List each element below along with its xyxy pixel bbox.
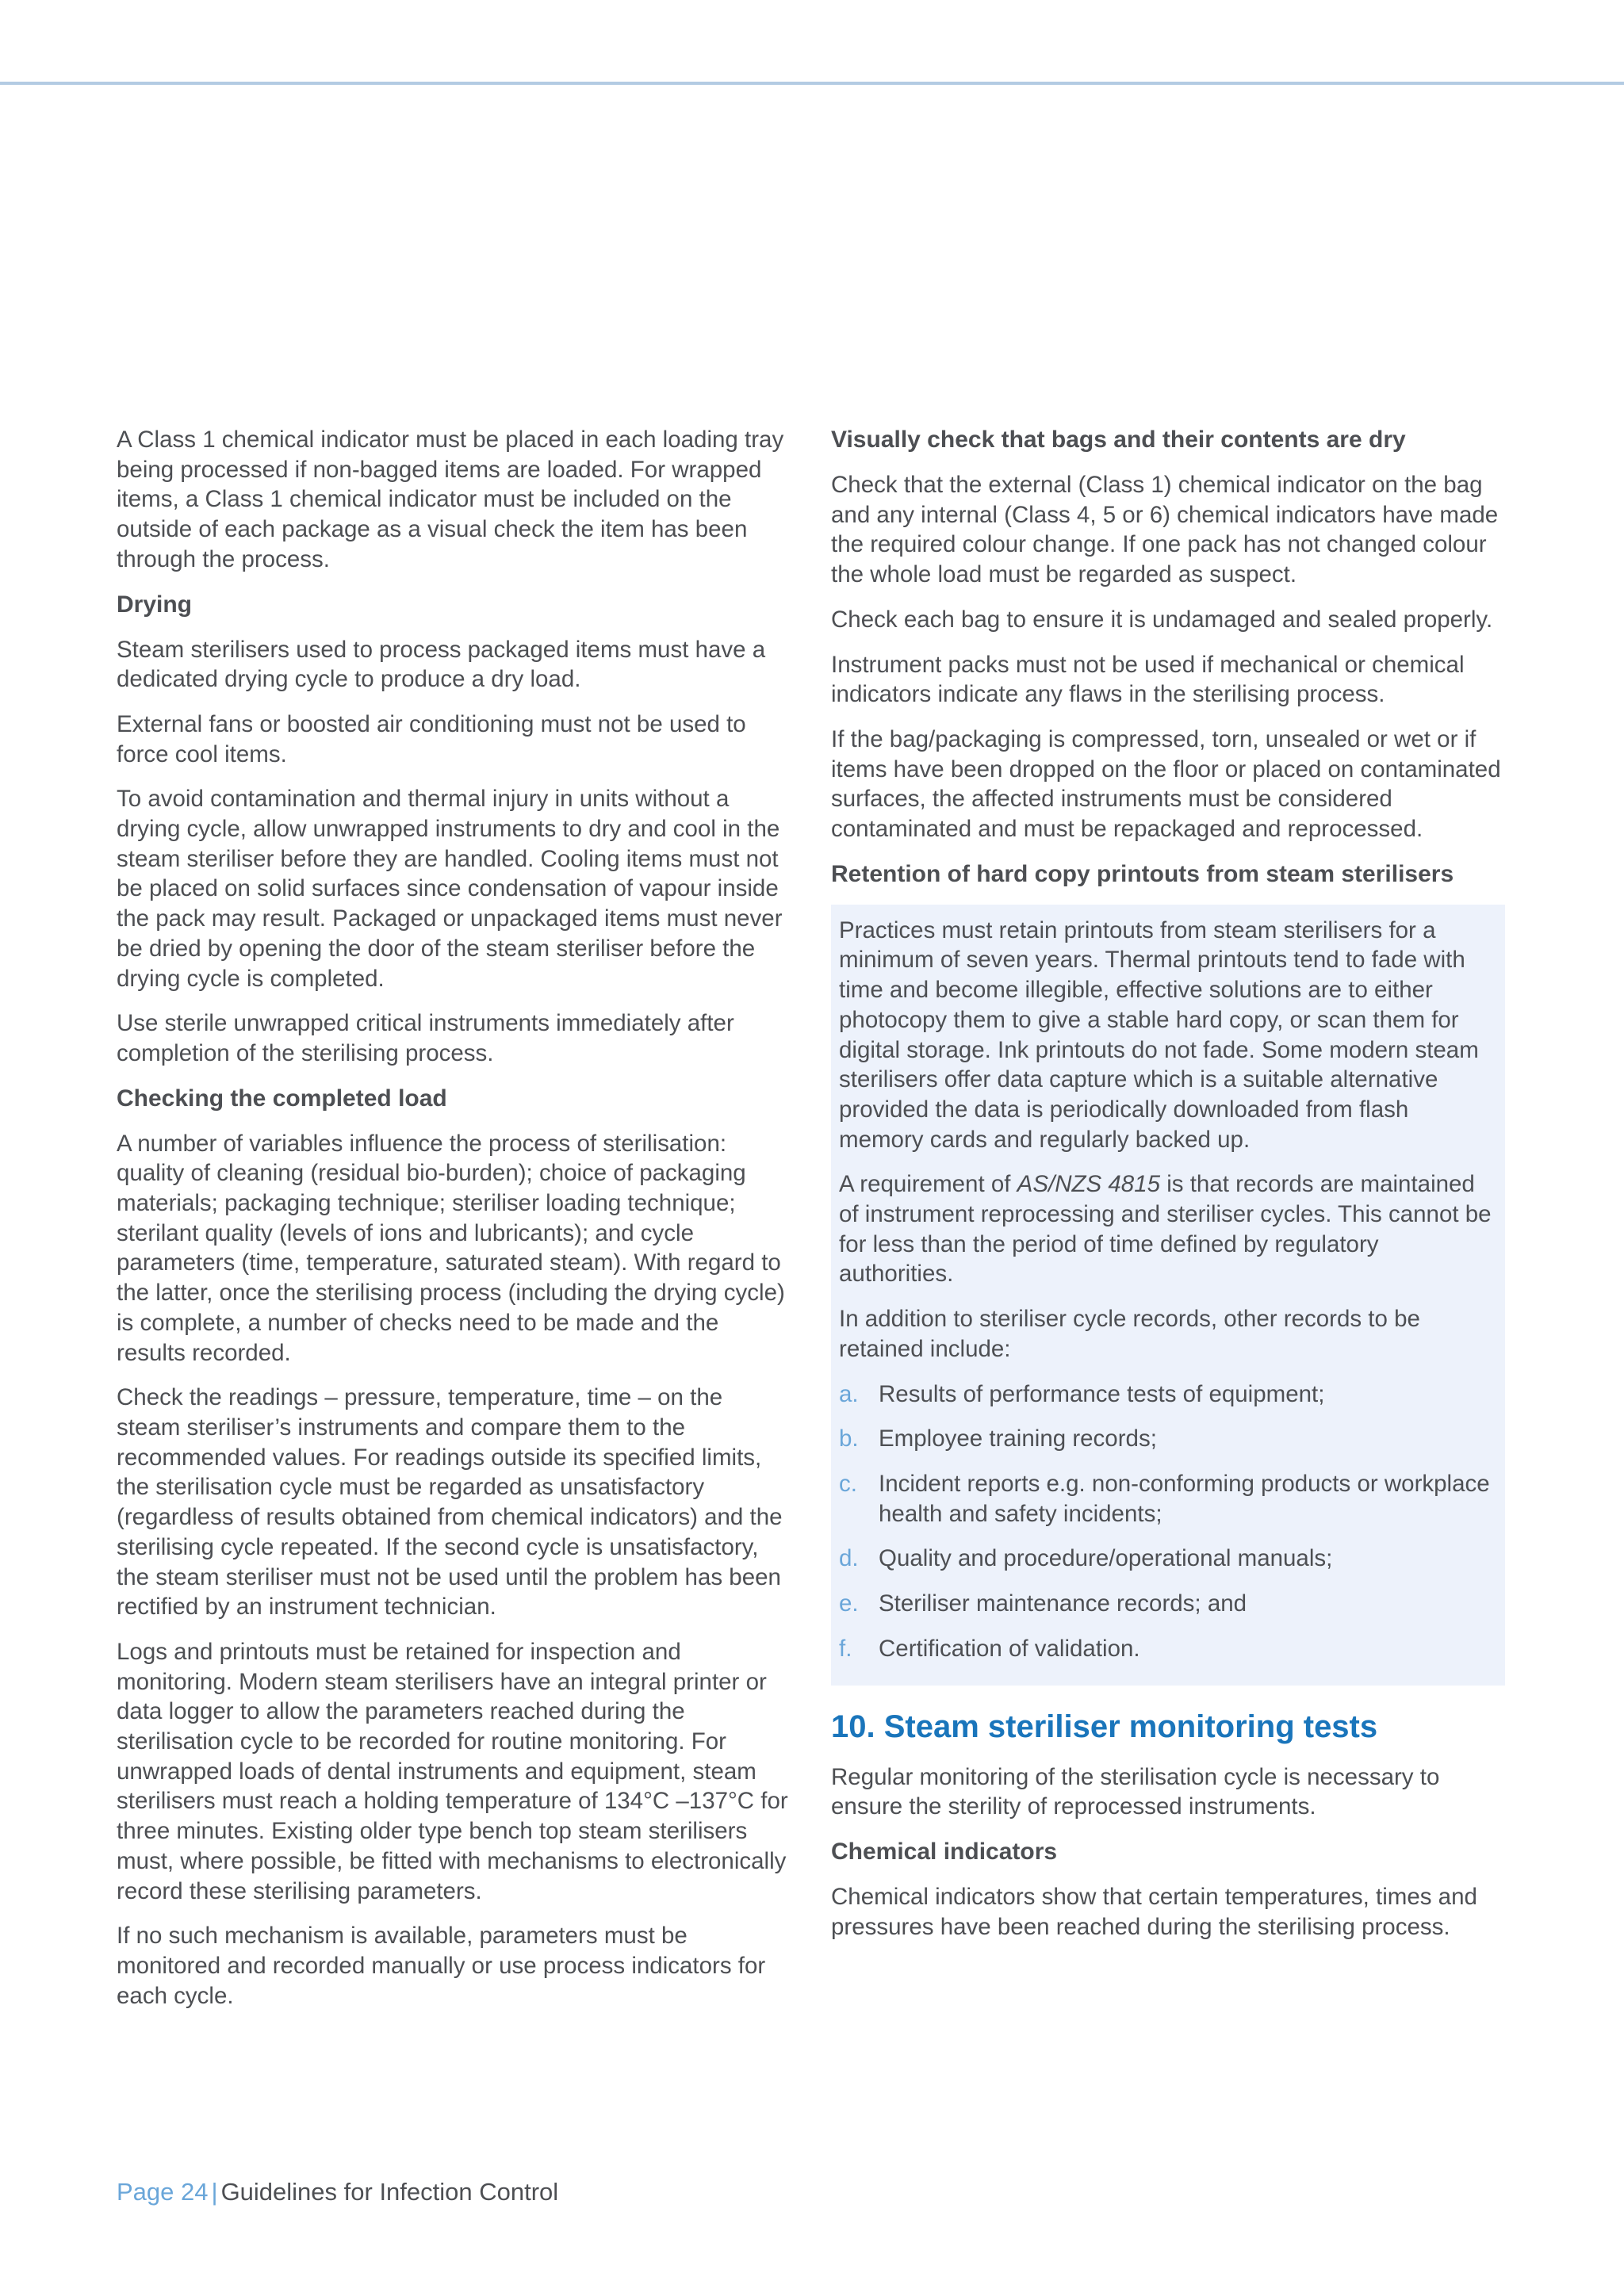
list-item-text: Certification of validation. bbox=[879, 1635, 1140, 1662]
callout-paragraph-2 bbox=[839, 1169, 1499, 1289]
drying-heading: Drying bbox=[117, 591, 193, 618]
checking-paragraph-4: If no such mechanism is available, parameters must be monitored and recorded manually or use process indicators for each cycle. bbox=[117, 1923, 766, 2009]
section-heading: 10. Steam steriliser monitoring tests bbox=[831, 1709, 1378, 1744]
drying-paragraph-2: External fans or boosted air conditioning must not be used to force cool items. bbox=[117, 710, 746, 767]
checking-paragraph-3: Logs and printouts must be retained for inspection and monitoring. Modern steam sterilisers have an integral printer or data logger to allow the parameters reached during the sterilisation cycle to be recorded for routine monitoring. For unwrapped loads of dental instruments and equipment, steam sterilisers must reach a holding temperature of 134°C –137°C for three minutes. Existing older type bench top steam sterilisers must, where possible, be fitted with mechanisms to electronically record these sterilising parameters. bbox=[117, 1638, 788, 1904]
callout-paragraph-3: In addition to steriliser cycle records, other records to be retained include: bbox=[839, 1306, 1420, 1362]
checking-paragraph-2: Check the readings – pressure, temperature, time – on the steam steriliser’s instruments and compare them to the recommended values. For readings outside its specified limits, the sterilisation cycle must be regarded as unsatisfactory (regardless of results obtained from chemical indicators) and the sterilising cycle repeated. If the second cycle is unsatisfactory, the steam steriliser must not be used until the problem has been rectified by an instrument technician. bbox=[117, 1384, 783, 1621]
list-marker: f. bbox=[839, 1635, 852, 1662]
visual-check-paragraph-1: Check that the external (Class 1) chemical indicator on the bag and any internal (Class 4, 5 or 6) chemical indicators have made the required colour change. If one pack has not changed colour the whole load must be regarded as suspect. bbox=[831, 472, 1499, 588]
page-number: Page 24 bbox=[117, 2178, 209, 2206]
chemical-indicators-heading: Chemical indicators bbox=[831, 1838, 1058, 1865]
list-item-text: Employee training records; bbox=[879, 1425, 1157, 1452]
list-item bbox=[839, 1634, 1499, 1664]
page-footer bbox=[117, 2176, 558, 2208]
checking-heading: Checking the completed load bbox=[117, 1085, 447, 1112]
visual-check-paragraph-4: If the bag/packaging is compressed, torn, unsealed or wet or if items have been dropped on the floor or placed on contaminated surfaces, the affected instruments must be considered contaminated and must be repackaged and reprocessed. bbox=[831, 725, 1501, 843]
visual-check-paragraph-3: Instrument packs must not be used if mechanical or chemical indicators indicate any flaws in the sterilising process. bbox=[831, 651, 1465, 708]
callout-p2-before: A requirement of bbox=[839, 1171, 1017, 1198]
list-item-text: Results of performance tests of equipment; bbox=[879, 1380, 1325, 1407]
drying-paragraph-1: Steam sterilisers used to process packaged items must have a dedicated drying cycle to produce a dry load. bbox=[117, 636, 766, 693]
top-rule bbox=[0, 82, 1624, 85]
list-item bbox=[839, 1544, 1499, 1574]
list-marker: a. bbox=[839, 1380, 859, 1407]
drying-paragraph-3: To avoid contamination and thermal injury in units without a drying cycle, allow unwrapped instruments to dry and cool in the steam steriliser before they are handled. Cooling items must not be placed on solid surfaces since condensation of vapour inside the pack may result. Packaged or unpackaged items must never be dried by opening the door of the steam steriliser before the drying cycle is completed. bbox=[117, 786, 783, 992]
retention-heading: Retention of hard copy printouts from steam sterilisers bbox=[831, 860, 1454, 887]
visual-check-paragraph-2: Check each bag to ensure it is undamaged and sealed properly. bbox=[831, 606, 1493, 633]
retention-callout-box bbox=[831, 905, 1505, 1686]
list-item bbox=[839, 1589, 1499, 1619]
callout-p2-after: is that records are maintained of instrument reprocessing and steriliser cycles. This cannot be for less than the period of time defined by regulatory authorities. bbox=[839, 1171, 1492, 1288]
chemical-indicators-paragraph: Chemical indicators show that certain temperatures, times and pressures have been reached during the sterilising process. bbox=[831, 1883, 1477, 1940]
right-column bbox=[831, 425, 1505, 1957]
intro-paragraph: A Class 1 chemical indicator must be placed in each loading tray being processed if non-bagged items are loaded. For wrapped items, a Class 1 chemical indicator must be included on the outside of each package as a visual check the item has been through the process. bbox=[117, 427, 784, 572]
list-item-text: Incident reports e.g. non-conforming products or workplace health and safety incidents; bbox=[879, 1470, 1490, 1527]
callout-paragraph-1: Practices must retain printouts from steam sterilisers for a minimum of seven years. Thermal printouts tend to fade with time and become illegible, effective solutions are to either photocopy them to give a stable hard copy, or scan them for digital storage. Ink printouts do not fade. Some modern steam sterilisers offer data capture which is a suitable alternative provided the data is periodically downloaded from flash memory cards and regularly backed up. bbox=[839, 916, 1479, 1153]
left-column bbox=[117, 425, 791, 2026]
drying-paragraph-4: Use sterile unwrapped critical instruments immediately after completion of the sterilising process. bbox=[117, 1010, 734, 1066]
list-item bbox=[839, 1380, 1499, 1410]
section-paragraph: Regular monitoring of the sterilisation cycle is necessary to ensure the sterility of reprocessed instruments. bbox=[831, 1763, 1440, 1820]
list-item-text: Quality and procedure/operational manuals; bbox=[879, 1545, 1333, 1572]
list-item-text: Steriliser maintenance records; and bbox=[879, 1590, 1247, 1617]
records-list bbox=[839, 1380, 1499, 1664]
footer-separator: | bbox=[211, 2178, 218, 2206]
visual-check-heading: Visually check that bags and their contents are dry bbox=[831, 427, 1406, 453]
list-marker: c. bbox=[839, 1470, 857, 1497]
list-item bbox=[839, 1424, 1499, 1454]
document-title: Guidelines for Infection Control bbox=[220, 2178, 559, 2206]
list-marker: d. bbox=[839, 1545, 859, 1572]
list-marker: e. bbox=[839, 1590, 859, 1617]
list-marker: b. bbox=[839, 1425, 859, 1452]
list-item bbox=[839, 1469, 1499, 1529]
standard-reference: AS/NZS 4815 bbox=[1017, 1171, 1161, 1198]
checking-paragraph-1: A number of variables influence the process of sterilisation: quality of cleaning (residual bio-burden); choice of packaging materials; packaging technique; steriliser loading technique; sterilant quality (levels of ions and lubricants); and cycle parameters (time, temperature, saturated steam). With regard to the latter, once the sterilising process (including the drying cycle) is complete, a number of checks need to be made and the results recorded. bbox=[117, 1130, 785, 1366]
